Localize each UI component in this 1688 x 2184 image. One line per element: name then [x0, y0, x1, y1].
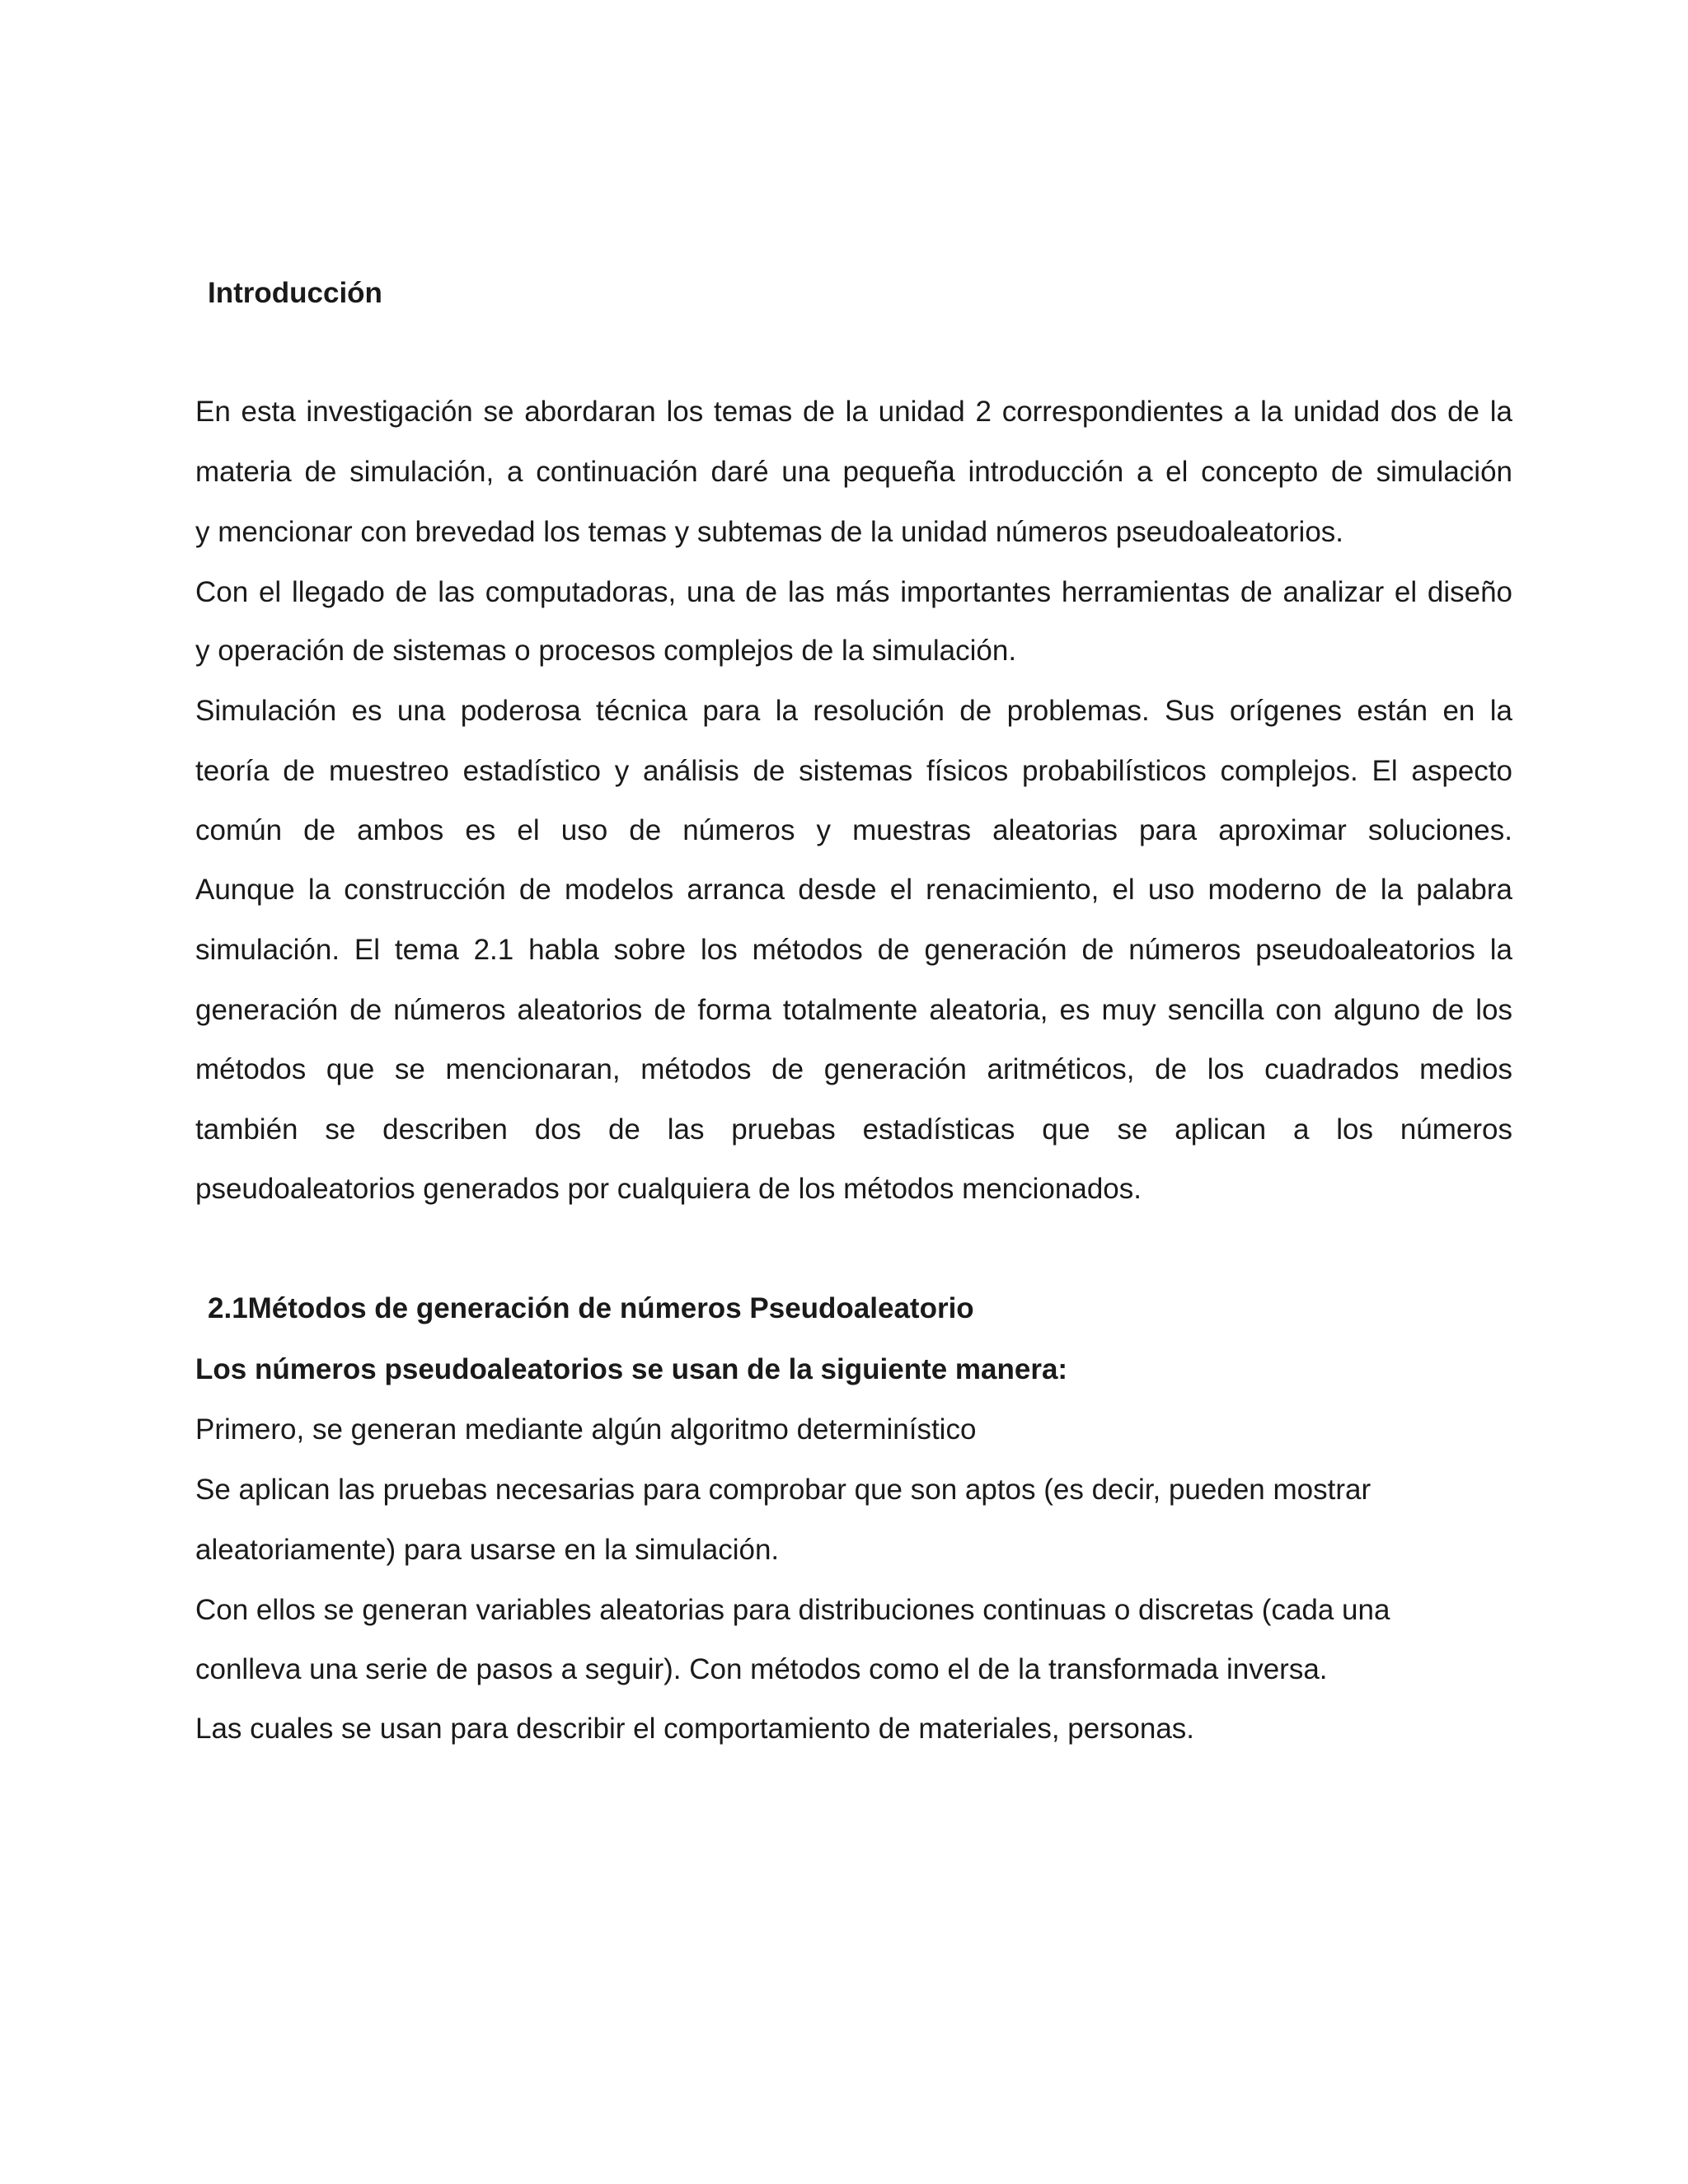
- intro-line: generación de números aleatorios de forma totalmente aleatoria, es muy sencilla con alguno de los: [195, 994, 1512, 1026]
- section-subheading: Los números pseudoaleatorios se usan de la siguiente manera:: [195, 1353, 1068, 1385]
- section-line: aleatoriamente) para usarse en la simulación.: [195, 1534, 780, 1566]
- intro-line: teoría de muestreo estadístico y análisis de sistemas físicos probabilísticos complejos. El aspecto: [195, 755, 1512, 787]
- intro-line: Con el llegado de las computadoras, una de las más importantes herramientas de analizar el diseño: [195, 576, 1512, 608]
- intro-line: y mencionar con brevedad los temas y subtemas de la unidad números pseudoaleatorios.: [195, 516, 1344, 548]
- intro-line: común de ambos es el uso de números y muestras aleatorias para aproximar soluciones.: [195, 814, 1512, 846]
- intro-line: materia de simulación, a continuación daré una pequeña introducción a el concepto de simulación: [195, 456, 1512, 488]
- intro-line: pseudoaleatorios generados por cualquiera de los métodos mencionados.: [195, 1173, 1142, 1205]
- intro-line: y operación de sistemas o procesos complejos de la simulación.: [195, 635, 1017, 667]
- intro-line: métodos que se mencionaran, métodos de generación aritméticos, de los cuadrados medios: [195, 1053, 1512, 1085]
- section-line: conlleva una serie de pasos a seguir). Con métodos como el de la transformada inversa.: [195, 1653, 1328, 1685]
- section-line: Con ellos se generan variables aleatorias para distribuciones continuas o discretas (cada una: [195, 1594, 1390, 1626]
- intro-line: simulación. El tema 2.1 habla sobre los métodos de generación de números pseudoaleatorios la: [195, 934, 1512, 966]
- intro-line: Aunque la construcción de modelos arranca desde el renacimiento, el uso moderno de la palabra: [195, 874, 1512, 906]
- section-line: Primero, se generan mediante algún algoritmo determinístico: [195, 1413, 977, 1446]
- section-heading: 2.1Métodos de generación de números Pseudoaleatorio: [208, 1292, 974, 1324]
- intro-heading: Introducción: [208, 277, 382, 309]
- intro-line: también se describen dos de las pruebas estadísticas que se aplican a los números: [195, 1113, 1512, 1146]
- section-line: Se aplican las pruebas necesarias para comprobar que son aptos (es decir, pueden mostrar: [195, 1474, 1372, 1506]
- intro-line: Simulación es una poderosa técnica para la resolución de problemas. Sus orígenes están en la: [195, 695, 1512, 727]
- intro-line: En esta investigación se abordaran los temas de la unidad 2 correspondientes a la unidad dos de la: [195, 396, 1512, 428]
- section-line: Las cuales se usan para describir el comportamiento de materiales, personas.: [195, 1713, 1195, 1745]
